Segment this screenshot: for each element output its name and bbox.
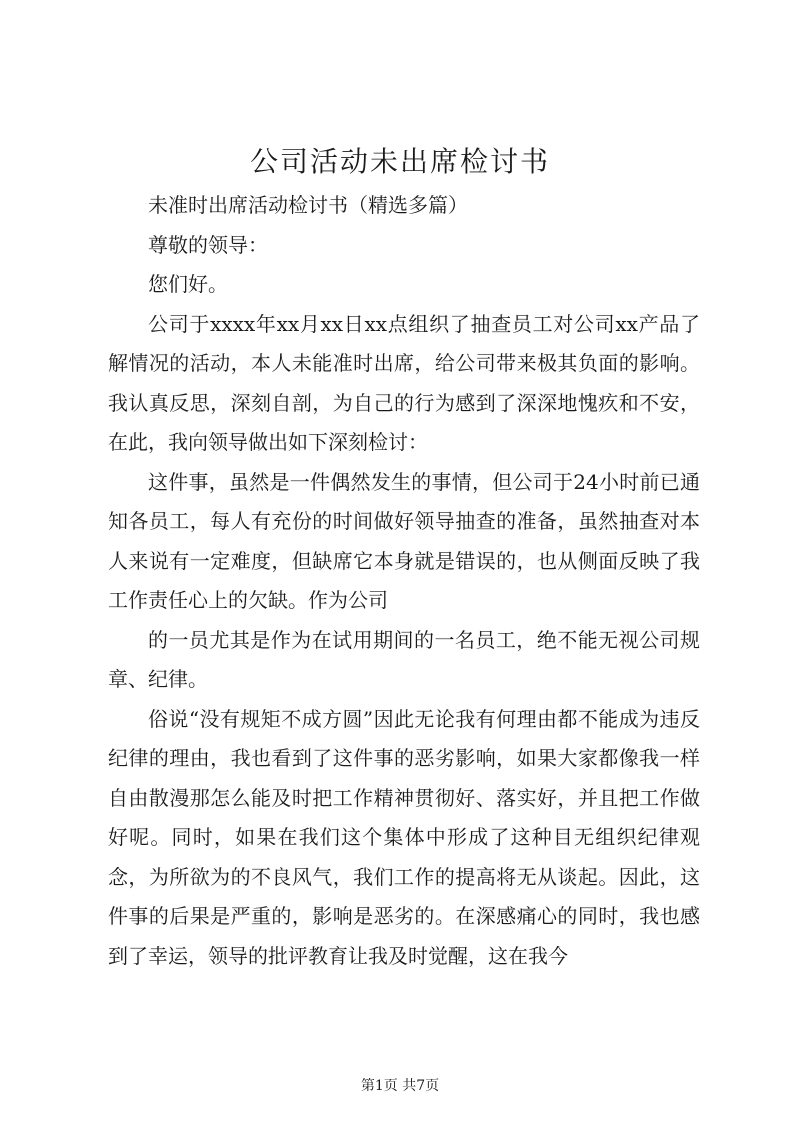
document-title: 公司活动未出席检讨书 [249,145,550,178]
body-paragraph: 公司于xxxx年xx月xx日xx点组织了抽查员工对公司xx产品了解情况的活动，本人未能准时出席，给公司带来极其负面的影响。我认真反思，深刻自剖，为自己的行为感到了深深地愧疚和不安，在此，我向领导做出如下深刻检讨： [108,311,700,454]
greeting-paragraph: 您们好。 [148,272,228,296]
subtitle-paragraph: 未准时出席活动检讨书（精选多篇） [148,193,468,217]
page-footer: 第1页 共7页 [360,1078,440,1094]
salutation-paragraph: 尊敬的领导： [148,232,268,257]
body-paragraph: 这件事，虽然是一件偶然发生的事情，但公司于24小时前已通知各员工，每人有充份的时间做好领导抽查的准备，虽然抽查对本人来说有一定难度，但缺席它本身就是错误的，也从侧面反映了我工作责任心上的欠缺。作为公司 [108,469,700,612]
body-paragraph: 俗说“没有规矩不成方圆”因此无论我有何理由都不能成为违反纪律的理由，我也看到了这件事的恶劣影响，如果大家都像我一样自由散漫那怎么能及时把工作精神贯彻好、落实好，并且把工作做好呢。同时，如果在我们这个集体中形成了这种目无组织纪律观念，为所欲为的不良风气，我们工作的提高将无从谈起。因此，这件事的后果是严重的，影响是恶劣的。在深感痛心的同时，我也感到了幸运，领导的批评教育让我及时觉醒，这在我今 [108,706,700,968]
body-paragraph: 的一员尤其是作为在试用期间的一名员工，绝不能无视公司规章、纪律。 [108,627,700,691]
document-body [108,186,700,976]
